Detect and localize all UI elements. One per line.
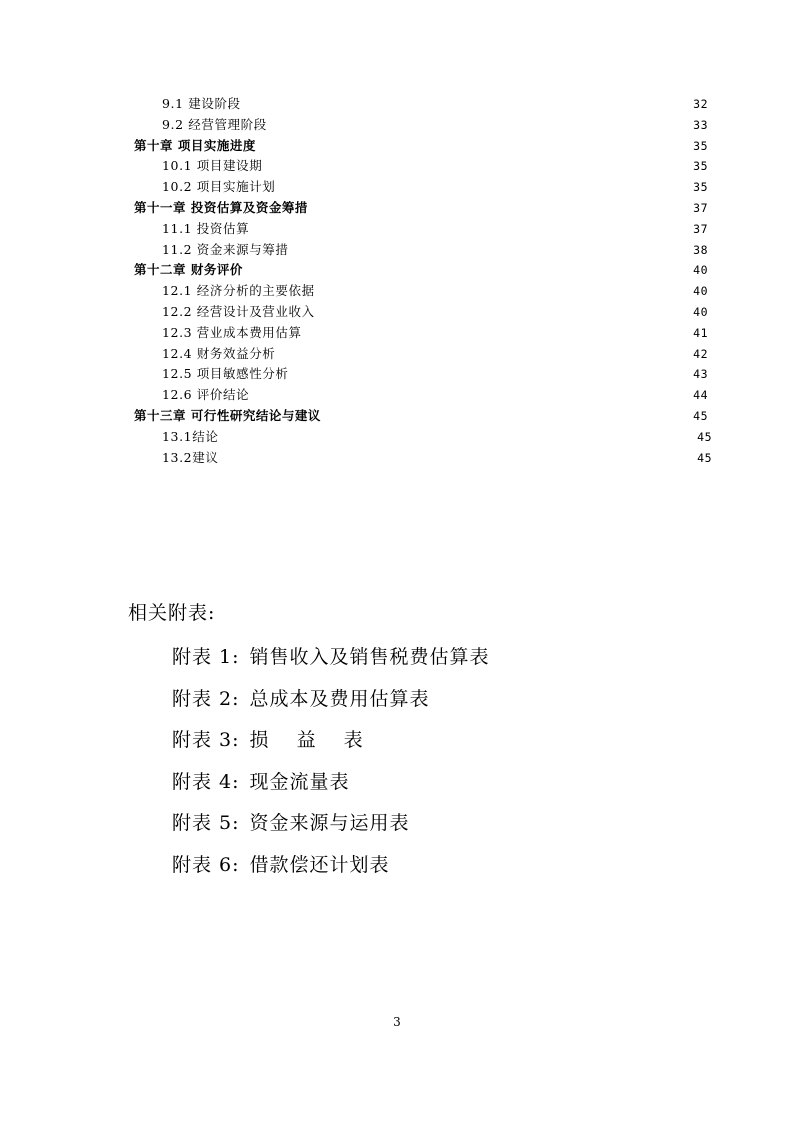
- toc-entry-page: 35: [693, 180, 708, 195]
- toc-entry-title: 12.5 项目敏感性分析: [162, 366, 289, 382]
- toc-entry[interactable]: [0, 156, 794, 177]
- toc-entry-title: 第十一章 投资估算及资金筹措: [134, 199, 308, 215]
- appendix-item: [172, 642, 490, 684]
- toc-entry-title: 第十章 项目实施进度: [134, 137, 256, 153]
- toc-chapter-entry[interactable]: [0, 260, 794, 281]
- toc-entry-page: 44: [693, 388, 708, 403]
- toc-entry-title: 11.1 投资估算: [162, 220, 250, 236]
- toc-entry[interactable]: [0, 344, 794, 365]
- toc-entry-title: 第十二章 财务评价: [134, 262, 243, 278]
- toc-entry[interactable]: [0, 94, 794, 115]
- toc-entry-page: 42: [693, 346, 708, 361]
- toc-chapter-entry[interactable]: [0, 198, 794, 219]
- toc-entry-title: 10.1 项目建设期: [162, 158, 263, 174]
- page-number: 3: [393, 1015, 401, 1029]
- toc-entry-page: 38: [693, 242, 708, 257]
- appendix-item-name: 销售收入及销售税费估算表: [249, 646, 490, 668]
- toc-chapter-entry[interactable]: [0, 136, 794, 157]
- toc-entry[interactable]: [0, 281, 794, 302]
- toc-entry-page: 35: [693, 138, 708, 153]
- toc-entry-title: 10.2 项目实施计划: [162, 179, 276, 195]
- appendix-item-label: 附表 1:: [172, 646, 240, 668]
- appendix-item-name: 损 益 表: [249, 729, 364, 752]
- appendix-item-label: 附表 3:: [172, 729, 240, 752]
- appendix-item-name: 总成本及费用估算表: [249, 687, 430, 710]
- toc-entry-page: 37: [693, 200, 708, 215]
- toc-entry-title: 13.1结论: [162, 428, 219, 444]
- toc-entry-page: 45: [697, 450, 712, 465]
- toc-entry[interactable]: [0, 427, 794, 448]
- toc-entry-title: 9.1 建设阶段: [162, 96, 241, 111]
- appendix-item-name: 现金流量表: [249, 770, 350, 793]
- appendix-item-label: 附表 5:: [172, 812, 240, 835]
- toc-entry[interactable]: [0, 448, 794, 469]
- toc-entry[interactable]: [0, 115, 794, 136]
- toc-entry[interactable]: [0, 177, 794, 198]
- toc-entry-title: 12.3 营业成本费用估算: [162, 324, 302, 340]
- toc-entry-title: 12.6 评价结论: [162, 387, 250, 403]
- appendix-item: [172, 850, 490, 892]
- toc-entry-title: 12.1 经济分析的主要依据: [162, 283, 315, 299]
- toc-entry-page: 43: [693, 367, 708, 382]
- toc-entry-title: 第十三章 可行性研究结论与建议: [134, 407, 321, 423]
- toc-entry[interactable]: [0, 219, 794, 240]
- toc-entry-title: 11.2 资金来源与筹措: [162, 241, 289, 257]
- appendix-title: 相关附表:: [128, 602, 216, 624]
- toc-entry[interactable]: [0, 240, 794, 261]
- appendix-item: [172, 684, 490, 726]
- toc-entry-page: 40: [693, 263, 708, 278]
- toc-entry[interactable]: [0, 364, 794, 385]
- appendix-item: [172, 808, 490, 850]
- toc-entry-page: 40: [693, 284, 708, 299]
- appendix-item-name: 借款偿还计划表: [249, 853, 390, 876]
- toc-entry-title: 9.2 经营管理阶段: [162, 116, 267, 132]
- appendix-item-label: 附表 6:: [172, 853, 240, 876]
- appendix-list: [172, 642, 490, 892]
- appendix-item-name: 资金来源与运用表: [249, 812, 410, 835]
- toc-entry-title: 13.2建议: [162, 449, 219, 465]
- toc-entry-page: 45: [697, 429, 712, 444]
- toc-entry[interactable]: [0, 302, 794, 323]
- appendix-item: [172, 767, 490, 809]
- toc-entry-page: 37: [693, 221, 708, 236]
- toc-entry-page: 33: [693, 117, 708, 132]
- toc-entry-page: 32: [693, 97, 708, 111]
- toc-entry[interactable]: [0, 323, 794, 344]
- toc-entry-page: 35: [693, 159, 708, 174]
- toc-chapter-entry[interactable]: [0, 406, 794, 427]
- toc-entry-page: 41: [693, 325, 708, 340]
- appendix-item-label: 附表 4:: [172, 770, 240, 793]
- appendix-item: [172, 725, 490, 767]
- appendix-item-label: 附表 2:: [172, 687, 240, 710]
- toc-entry-page: 40: [693, 304, 708, 319]
- toc-entry[interactable]: [0, 385, 794, 406]
- toc-entry-page: 45: [693, 408, 708, 423]
- toc-entry-title: 12.4 财务效益分析: [162, 345, 276, 361]
- toc-entry-title: 12.2 经营设计及营业收入: [162, 303, 315, 319]
- table-of-contents: [0, 94, 794, 468]
